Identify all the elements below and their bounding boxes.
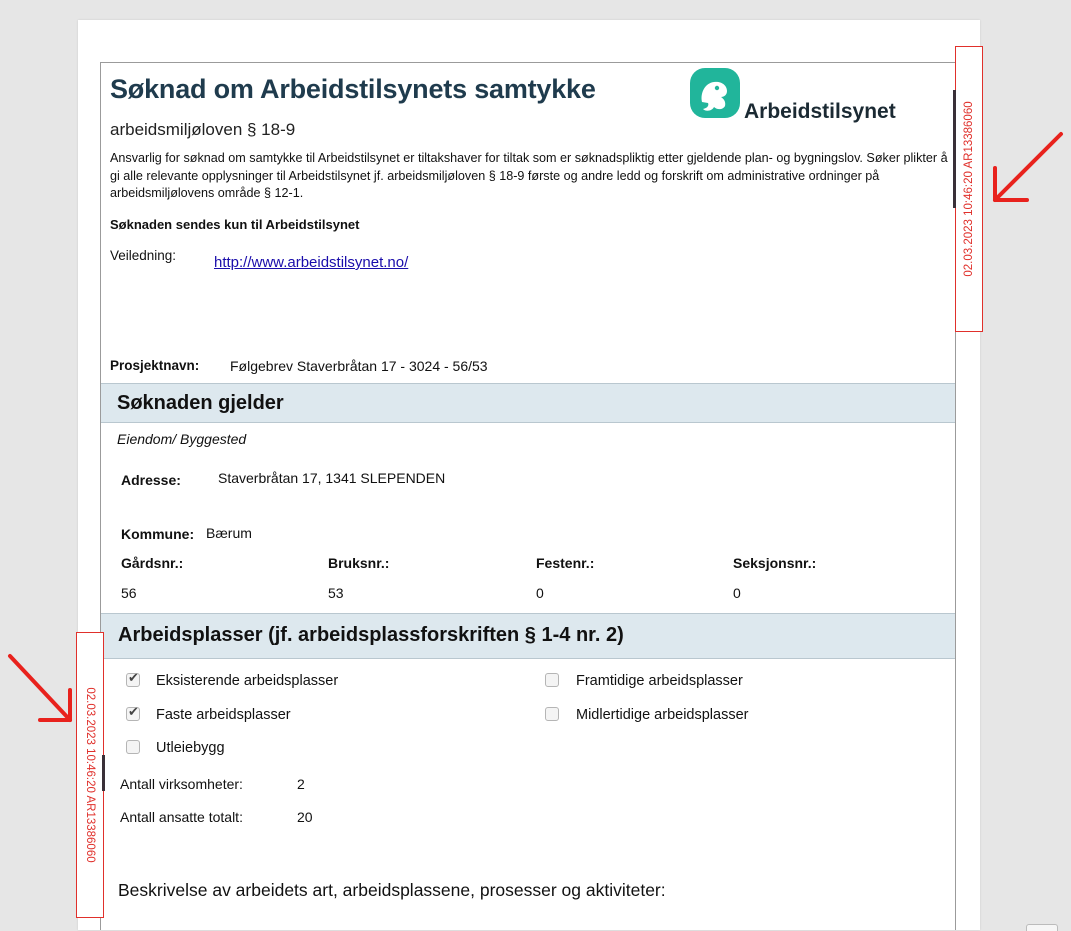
value-gardsnr: 56 [121,585,137,601]
section-title-application: Søknaden gjelder [117,392,284,414]
timestamp-stamp-left [76,632,104,918]
intro-paragraph: Ansvarlig for søknad om samtykke til Arbeidstilsynet er tiltakshaver for tiltak som er søknadspliktig etter gjeldende plan- og bygningslov. Søker plikter å gi alle relevante opplysninger til Arbeidstilsynet jf. arbeidsmiljøloven § 18-9 første og andre ledd og forskrift om administrative ordninger på arbeidsmiljølovens område § 12-1. [110,151,948,200]
address-value: Staverbråtan 17, 1341 SLEPENDEN [218,470,446,486]
description-title: Beskrivelse av arbeidets art, arbeidsplassene, prosesser og aktiviteter: [118,880,666,900]
value-festenr: 0 [536,585,544,601]
timestamp-stamp-right [955,46,983,332]
companies-value: 2 [297,776,305,792]
checkbox-future-workplaces[interactable] [545,673,559,687]
guidance-link[interactable]: http://www.arbeidstilsynet.no/ [214,254,409,271]
checkmark-icon: ✔ [128,704,139,719]
page-title: Søknad om Arbeidstilsynets samtykke [110,74,596,104]
value-seksjonsnr: 0 [733,585,741,601]
checkbox-label-temporary: Midlertidige arbeidsplasser [576,707,749,723]
checkbox-label-fixed: Faste arbeidsplasser [156,707,291,723]
send-note: Søknaden sendes kun til Arbeidstilsynet [110,217,360,232]
municipality-label: Kommune: [121,526,195,542]
scroll-marker-right [953,90,956,208]
checkbox-fixed-workplaces[interactable] [126,704,140,721]
scroll-marker-left [102,755,105,791]
stamp-text-right: 02.03.2023 10:46:20 AR13386060 [963,101,975,277]
guidance-label: Veiledning: [110,248,177,263]
municipality-value: Bærum [206,525,252,541]
col-header-festenr: Festenr.: [536,555,595,571]
annotation-arrow-left-icon [4,650,76,726]
checkbox-rental-building[interactable] [126,740,140,754]
page-subtitle: arbeidsmiljøloven § 18-9 [110,120,296,139]
section-header-workplaces [101,613,955,659]
annotation-arrow-right-icon [985,130,1065,210]
checkbox-label-future: Framtidige arbeidsplasser [576,673,743,689]
address-label: Adresse: [121,472,181,488]
project-value: Følgebrev Staverbråtan 17 - 3024 - 56/53 [230,358,488,374]
checkmark-icon: ✔ [128,670,139,685]
project-label: Prosjektnavn: [110,358,200,373]
col-header-bruksnr: Bruksnr.: [328,555,390,571]
checkbox-temporary-workplaces[interactable] [545,707,559,721]
checkbox-label-existing: Eksisterende arbeidsplasser [156,673,339,689]
col-header-gardsnr: Gårdsnr.: [121,555,184,571]
employees-label: Antall ansatte totalt: [120,809,243,825]
logo-text: Arbeidstilsynet [744,100,896,123]
employees-value: 20 [297,809,313,825]
companies-label: Antall virksomheter: [120,776,243,792]
property-subheading: Eiendom/ Byggested [117,431,247,447]
section-header-application [101,383,955,423]
checkbox-label-rental: Utleiebygg [156,740,225,756]
col-header-seksjonsnr: Seksjonsnr.: [733,555,817,571]
stamp-text-left: 02.03.2023 10:46:20 AR13386060 [84,687,96,863]
checkbox-existing-workplaces[interactable] [126,670,140,687]
section-title-workplaces: Arbeidsplasser (jf. arbeidsplassforskriften § 1-4 nr. 2) [118,624,624,646]
value-bruksnr: 53 [328,585,344,601]
